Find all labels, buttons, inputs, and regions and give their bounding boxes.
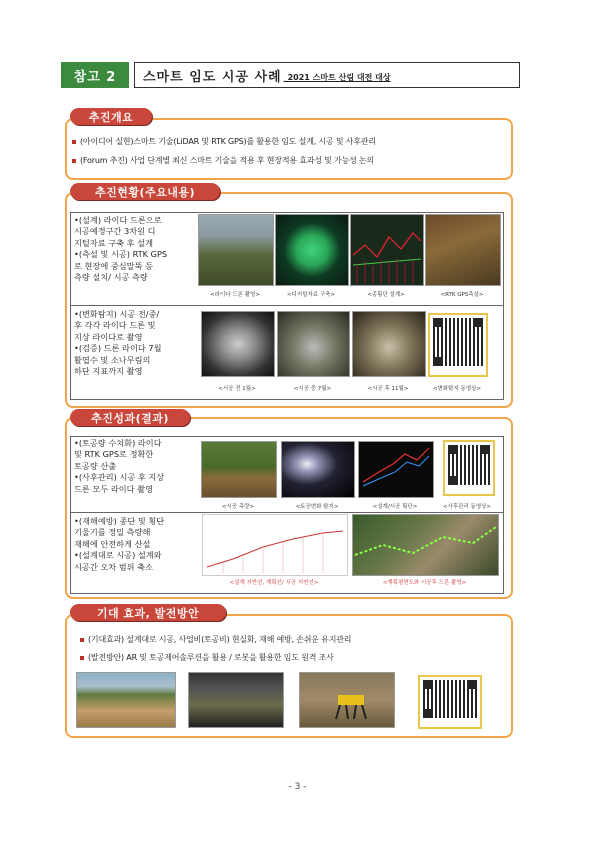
results-row-1-text: •(토공량 수치화) 라이다 및 RTK GPS로 정확한 토공량 산출 •(사후관리) 시공 후 지상 드론 모두 라이다 촬영 (74, 438, 165, 494)
robot-dog-photo (299, 672, 395, 728)
cross-section-image (358, 441, 434, 498)
results-row-2-text: •(재해예방) 종단 및 횡단 기울기를 정밀 측량해 재해에 안전하게 산설 •(설계대로 시공) 설계와 시공간 오차 범위 축소 (74, 516, 165, 572)
future-title: 기대 효과, 발전방안 (70, 604, 226, 621)
caption-rtk-gps: <RTK GPS측설> (440, 292, 484, 298)
future-bullet-1: (기대효과) 설계대로 시공, 사업비(토공비) 현실화, 재해 예방, 손쉬운 유지관리 (80, 634, 351, 645)
caption-change-video: <변화탐지 동영상> (432, 386, 482, 392)
longitudinal-profile-image (202, 514, 348, 576)
change-detection-qr[interactable] (428, 313, 488, 377)
caption-post-video: <사후관리 동영상> (442, 504, 492, 510)
header-title-box (134, 62, 520, 88)
lidar-drone-photo (198, 214, 274, 286)
overview-bullet-1: (아이디어 실현)스마트 기술(LiDAR 및 RTK GPS)를 활용한 임도 설계, 시공 및 사후관리 (72, 136, 376, 147)
caption-survey: <시공 측량> (221, 504, 255, 510)
after-construction-image (352, 311, 426, 377)
caption-cross-section: <설계/시공 횡단> (372, 504, 418, 510)
results-title: 추진성과(결과) (70, 409, 190, 426)
status-row-1-text: •(설계) 라이다 드론으로 시공예정구간 3차원 디 지털자료 구축 후 설계 •(측설 및 시공) RTK GPS 로 현장에 중심말뚝 등 측량 설치/ 시공 측량 (74, 215, 168, 283)
caption-profile-lines: <설계 지반선, 계획선/ 시공 지반선> (229, 580, 319, 586)
caption-plan-drone: <계획평면도와 시공후 드론 촬영> (382, 580, 467, 586)
overview-bullet-2: (Forum 추진) 사업 단계별 최신 스마트 기술을 적용 후 현장적용 효과성 및 가능성 논의 (72, 155, 374, 166)
plan-drone-overlay-image (352, 514, 499, 576)
page-subtitle: _2021 스마트 산림 대전 대상 (283, 72, 391, 82)
during-construction-image (277, 311, 350, 377)
profile-design-image (350, 214, 424, 286)
post-management-qr[interactable] (443, 440, 495, 496)
overview-frame (65, 118, 513, 180)
caption-before: <시공 전 1월> (218, 386, 256, 392)
section-tag: 참고 2 (61, 62, 129, 88)
survey-photo (201, 441, 277, 498)
caption-profile-design: <종횡단 설계> (367, 292, 405, 298)
overview-title: 추진개요 (70, 108, 152, 125)
status-row-2-text: •(변화탐지) 시공 전/중/ 후 각각 라이다 드론 및 지상 라이다로 촬영 •(검증) 드론 라이다 7월 활엽수 및 소나무림의 하단 지표까지 촬영 (74, 309, 162, 377)
status-title: 추진현황(주요내용) (70, 183, 220, 200)
caption-after: <시공 후 11월> (367, 386, 409, 392)
forest-road-photo (76, 672, 176, 728)
earthwork-change-image (281, 441, 355, 498)
digital-data-image (275, 214, 349, 286)
caption-earthwork: <토공변화 탐지> (295, 504, 339, 510)
caption-digital-data: <디지털자료 구축> (286, 292, 336, 298)
page-number: - 3 - (288, 782, 307, 792)
robot-survey-qr[interactable] (418, 675, 482, 729)
future-bullet-2: (발전방안) AR 및 토공제어솔루션을 활용 / 로봇을 활용한 임도 원격 조사 (80, 652, 334, 663)
before-construction-image (201, 311, 275, 377)
ar-control-screen (188, 672, 284, 728)
page-title: 스마트 임도 시공 사례 (143, 69, 282, 85)
caption-lidar-drone: <라이다 드론 촬영> (210, 292, 260, 298)
rtk-gps-photo (425, 214, 501, 286)
caption-during: <시공 중 7월> (293, 386, 332, 392)
